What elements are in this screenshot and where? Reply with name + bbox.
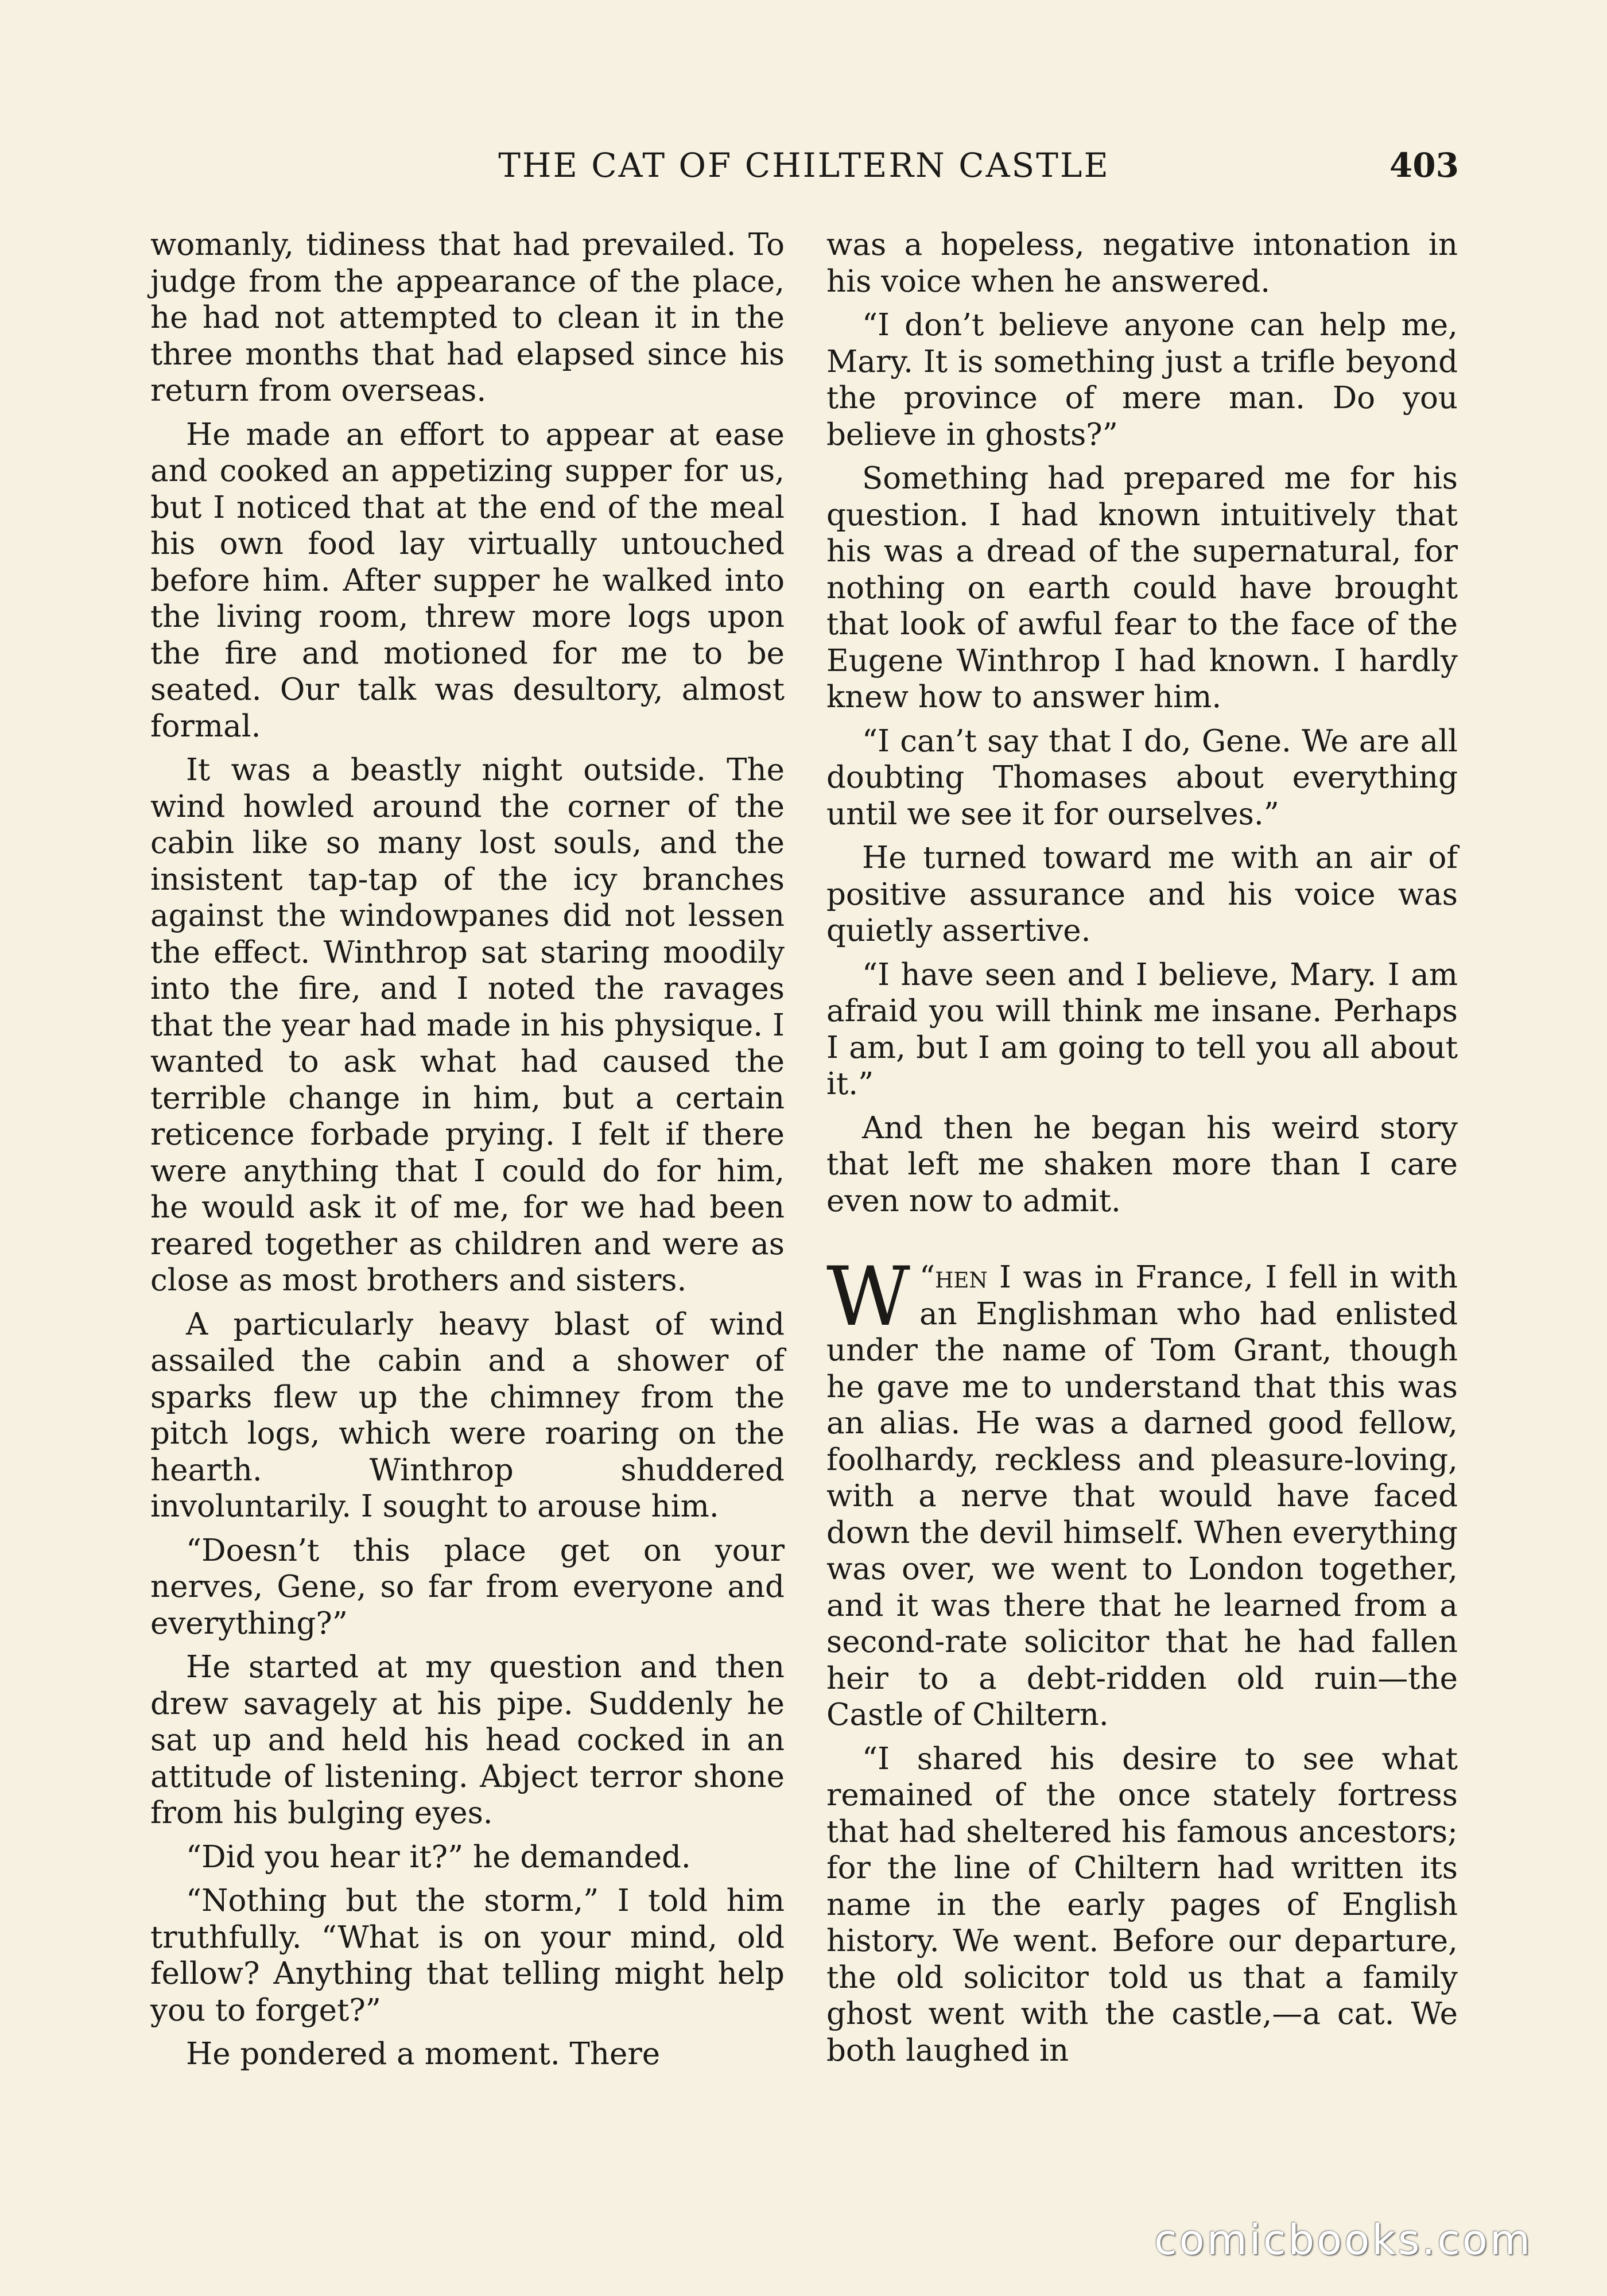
section-opening-paragraph <box>826 1250 1458 1733</box>
paragraph: “I can’t say that I do, Gene. We are all doubting Thomases about everything until we see it for ourselves.” <box>826 723 1458 832</box>
paragraph: He turned toward me with an air of positive assurance and his voice was quietly assertive. <box>826 840 1458 948</box>
paragraph: He pondered a moment. There <box>186 2037 661 2072</box>
small-caps-lead: hen <box>935 1260 988 1295</box>
paragraph: “I don’t believe anyone can help me, Mary. It is something just a trifle beyond the province of mere man. Do you believe in ghosts?” <box>826 308 1458 452</box>
paragraph: “I shared his desire to see what remained of the once stately fortress that had sheltered his famous ancestors; for the line of Chiltern had written its name in the early pages of English history. We went. Before our departure, the old solicitor told us that a family ghost went with the castle,—a cat. We both laughed in <box>826 1741 1458 2068</box>
drop-cap: W <box>826 1250 910 1344</box>
paragraph: was a hopeless, negative intonation in his voice when he answered. <box>826 227 1458 299</box>
paragraph: “Did you hear it?” he demanded. <box>186 1839 691 1875</box>
paragraph-text: I was in France, I fell in with an Englishman who had enlisted under the name of Tom Grant, though he gave me to understand that this was an alias. He was a darned good fellow, foolhardy, reckless and pleasure-loving, with a nerve that would have faced down the devil himself. When everything was over, we went to London together, and it was there that he learned from a second-rate solicitor that he had fallen heir to a debt-ridden old ruin—the Castle of Chiltern. <box>826 1260 1458 1732</box>
left-column <box>150 227 785 2080</box>
paragraph: And then he began his weird story that left me shaken more than I care even now to admit. <box>826 1110 1458 1219</box>
paragraph: womanly, tidiness that had prevailed. To judge from the appearance of the place, he had not attempted to clean it in the three months that had elapsed since his return from overseas. <box>150 227 785 408</box>
open-quote: “ <box>919 1260 936 1295</box>
paragraph: A particularly heavy blast of wind assailed the cabin and a shower of sparks flew up the chimney from the pitch logs, which were roaring on the hearth. Winthrop shuddered involuntarily. I sought to arouse him. <box>150 1306 785 1524</box>
paragraph: “Nothing but the storm,” I told him truthfully. “What is on your mind, old fellow? Anything that telling might help you to forget?” <box>150 1883 785 2028</box>
page-header <box>149 142 1459 188</box>
paragraph: “I have seen and I believe, Mary. I am afraid you will think me insane. Perhaps I am, but I am going to tell you all about it.” <box>826 957 1458 1102</box>
running-title: THE CAT OF CHILTERN CASTLE <box>498 146 1110 185</box>
watermark-logo: comicbooks.com <box>1154 2216 1532 2264</box>
paragraph: “Doesn’t this place get on your nerves, Gene, so far from everyone and everything?” <box>150 1533 785 1641</box>
page-number: 403 <box>1389 146 1459 185</box>
paragraph: He made an effort to appear at ease and cooked an appetizing supper for us, but I noticed that at the end of the meal his own food lay virtually untouched before him. After supper he walked into the living room, threw more logs upon the fire and motioned for me to be seated. Our talk was desultory, almost formal. <box>150 417 785 744</box>
paragraph: Something had prepared me for his question. I had known intuitively that his was a dread of the supernatural, for nothing on earth could have brought that look of awful fear to the face of the Eugene Winthrop I had known. I hardly knew how to answer him. <box>826 461 1458 715</box>
paragraph: He started at my question and then drew savagely at his pipe. Suddenly he sat up and held his head cocked in an attitude of listening. Abject terror shone from his bulging eyes. <box>150 1650 785 1830</box>
right-column <box>826 227 1458 2076</box>
paragraph: It was a beastly night outside. The wind howled around the corner of the cabin like so many lost souls, and the insistent tap-tap of the icy branches against the windowpanes did not lessen the effect. Winthrop sat staring moodily into the fire, and I noted the ravages that the year had made in his physique. I wanted to ask what had caused the terrible change in him, but a certain reticence forbade prying. I felt if there were anything that I could do for him, he would ask it of me, for we had been reared together as children and were as close as most brothers and sisters. <box>150 753 785 1298</box>
